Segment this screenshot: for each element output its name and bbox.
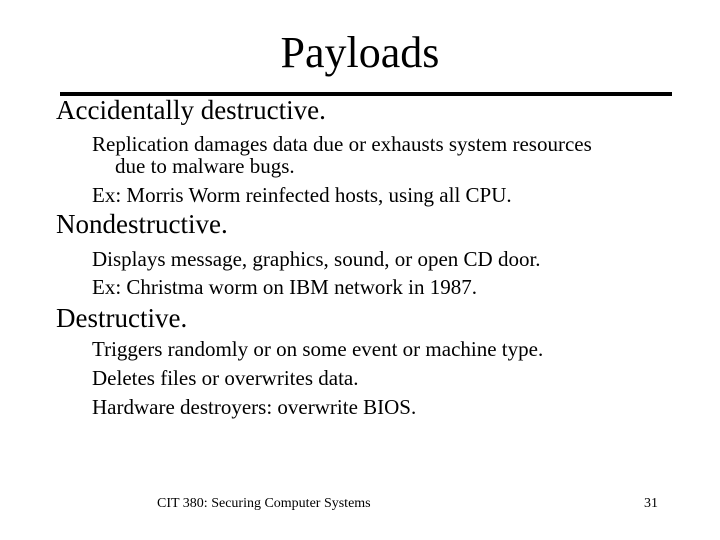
bullet-deletes-files: Deletes files or overwrites data. <box>92 366 359 390</box>
slide-footer: CIT 380: Securing Computer Systems <box>157 496 371 511</box>
bullet-triggers: Triggers randomly or on some event or machine type. <box>92 337 544 361</box>
slide-title: Payloads <box>280 28 440 77</box>
page-number: 31 <box>644 496 658 511</box>
bullet-continuation: due to malware bugs. <box>115 154 295 178</box>
bullet-replication <box>92 133 592 177</box>
bullet-christma-worm: Ex: Christma worm on IBM network in 1987. <box>92 275 477 299</box>
bullet-morris-worm: Ex: Morris Worm reinfected hosts, using all CPU. <box>92 183 512 207</box>
bullet-text: Replication damages data due or exhausts system resources <box>92 132 592 156</box>
section-heading-nondestructive: Nondestructive. <box>56 209 228 239</box>
bullet-displays-message: Displays message, graphics, sound, or open CD door. <box>92 247 541 271</box>
section-heading-accidentally-destructive: Accidentally destructive. <box>56 95 326 125</box>
section-heading-destructive: Destructive. <box>56 303 188 333</box>
bullet-hardware-destroyers: Hardware destroyers: overwrite BIOS. <box>92 395 417 419</box>
